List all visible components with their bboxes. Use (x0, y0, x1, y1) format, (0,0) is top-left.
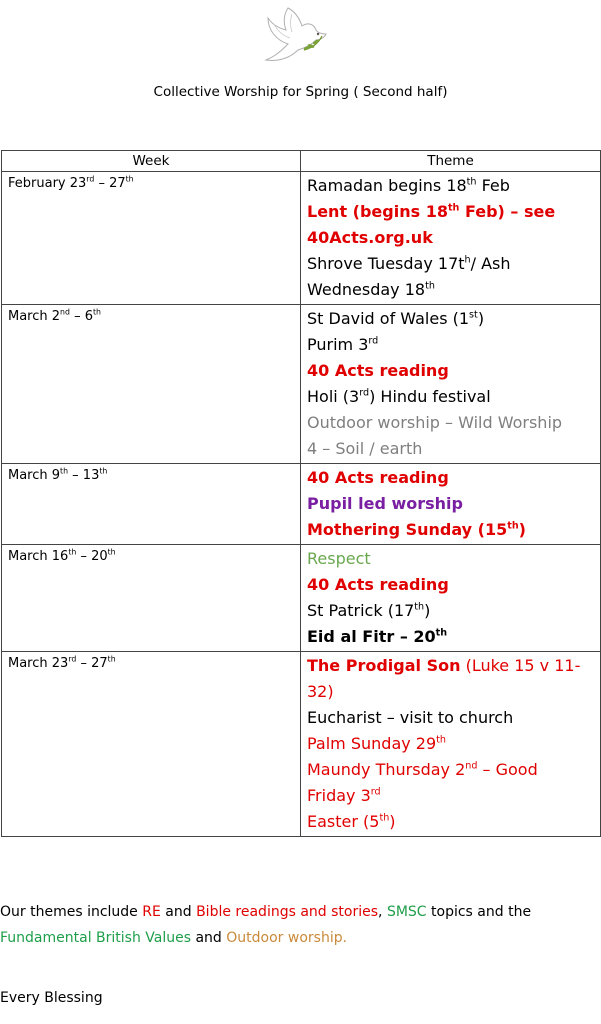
text-run: 40Acts.org.uk (307, 228, 433, 247)
text-run: February 23 (8, 176, 87, 191)
week-label (2, 305, 300, 326)
text-run: Palm Sunday 29 (307, 734, 437, 753)
superscript: th (414, 601, 425, 613)
theme-line (307, 546, 596, 572)
text-run: / Ash (470, 254, 511, 273)
text-run: The Prodigal Son (307, 656, 461, 675)
week-cell (2, 652, 301, 837)
text-run: Bible readings and stories (196, 904, 379, 920)
text-run: Fundamental British Values (0, 930, 192, 946)
theme-line (307, 225, 596, 251)
superscript: th (466, 176, 477, 188)
theme-list (301, 172, 600, 304)
superscript: th (125, 174, 134, 184)
text-run: Feb) – see (459, 202, 556, 221)
table-row (2, 652, 601, 837)
theme-line (307, 491, 596, 517)
week-label (2, 545, 300, 566)
text-run: Lent (begins 18 (307, 202, 448, 221)
superscript: nd (465, 760, 478, 772)
text-run: 4 – Soil / earth (307, 439, 423, 458)
text-run: St David of Wales (1 (307, 309, 470, 328)
theme-line (307, 517, 596, 543)
text-run: Friday 3 (307, 786, 371, 805)
text-run: ) (477, 309, 485, 328)
text-run: Pupil led worship (307, 494, 463, 513)
theme-cell (301, 464, 601, 545)
theme-cell (301, 172, 601, 305)
superscript: th (425, 280, 435, 292)
week-label (2, 652, 300, 673)
text-run: Feb (476, 176, 510, 195)
theme-line (307, 783, 596, 809)
theme-line (307, 251, 596, 277)
theme-line (307, 410, 596, 436)
text-run: (Luke 15 v 11- (460, 656, 581, 675)
superscript: h (464, 254, 471, 266)
theme-line (307, 757, 596, 783)
table-row (2, 305, 601, 464)
superscript: th (435, 627, 448, 639)
theme-line (307, 384, 596, 410)
text-run: 40 Acts reading (307, 575, 449, 594)
theme-list (301, 652, 600, 836)
superscript: th (436, 734, 447, 746)
worship-schedule-table (1, 150, 601, 837)
theme-list (301, 464, 600, 544)
theme-line (307, 572, 596, 598)
text-run: Outdoor worship. (226, 930, 348, 946)
superscript: th (99, 466, 108, 476)
text-run: Maundy Thursday 2 (307, 760, 466, 779)
text-run: March 23 (8, 656, 69, 671)
text-run: topics and the (426, 904, 532, 920)
theme-line (307, 306, 596, 332)
superscript: rd (359, 387, 370, 399)
text-run: Eid al Fitr – 20 (307, 627, 436, 646)
text-run: – 13 (68, 468, 100, 483)
text-run: Wednesday 18 (307, 280, 426, 299)
week-label (2, 172, 300, 193)
text-run: Easter (5 (307, 812, 380, 831)
superscript: st (469, 309, 478, 321)
text-run: – Good (477, 760, 538, 779)
theme-line (307, 809, 596, 835)
text-run: Outdoor worship – Wild Worship (307, 413, 563, 432)
text-run: Ramadan begins 18 (307, 176, 467, 195)
text-run: St Patrick (17 (307, 601, 415, 620)
text-run: Respect (307, 549, 371, 568)
theme-cell (301, 545, 601, 652)
superscript: th (107, 654, 116, 664)
week-column-header: Week (2, 151, 301, 172)
text-run: RE (142, 904, 161, 920)
theme-column-header: Theme (301, 151, 601, 172)
table-header-row (2, 151, 601, 172)
table-row (2, 172, 601, 305)
text-run: – 20 (76, 549, 108, 564)
text-run: ) (424, 601, 431, 620)
superscript: th (447, 202, 460, 214)
text-run: March 16 (8, 549, 69, 564)
theme-line (307, 653, 596, 679)
text-run: and (191, 930, 227, 946)
superscript: th (93, 307, 101, 317)
theme-line (307, 465, 596, 491)
week-cell (2, 305, 301, 464)
text-run: March 9 (8, 468, 61, 483)
superscript: th (107, 547, 116, 557)
text-run: and (160, 904, 197, 920)
themes-footnote (0, 899, 601, 951)
superscript: th (60, 466, 69, 476)
text-run: Holi (3 (307, 387, 360, 406)
text-run: March 2 (8, 309, 61, 324)
text-run: – 6 (69, 309, 93, 324)
theme-line (307, 679, 596, 705)
superscript: rd (370, 786, 381, 798)
theme-line (307, 436, 596, 462)
superscript: nd (60, 307, 70, 317)
text-run: ) (518, 520, 526, 539)
text-run: , (378, 904, 387, 920)
week-cell (2, 172, 301, 305)
theme-line (307, 598, 596, 624)
text-run: Our themes include (0, 904, 143, 920)
table-row (2, 545, 601, 652)
superscript: th (507, 520, 519, 532)
text-run: 40 Acts reading (307, 468, 449, 487)
theme-line (307, 731, 596, 757)
text-run: SMSC (386, 904, 427, 920)
theme-list (301, 545, 600, 651)
theme-line (307, 173, 596, 199)
text-run: – 27 (94, 176, 126, 191)
text-run: Eucharist – visit to church (307, 708, 514, 727)
text-run: – 27 (76, 656, 108, 671)
superscript: rd (368, 335, 379, 347)
theme-line (307, 332, 596, 358)
text-run: 32) (307, 682, 334, 701)
week-cell (2, 464, 301, 545)
superscript: rd (86, 174, 95, 184)
text-run: Purim 3 (307, 335, 369, 354)
theme-line (307, 705, 596, 731)
page-title: Collective Worship for Spring ( Second half) (153, 84, 448, 100)
week-label (2, 464, 300, 485)
theme-line (307, 624, 596, 650)
theme-line (307, 199, 596, 225)
text-run: Shrove Tuesday 17t (307, 254, 465, 273)
superscript: rd (68, 654, 77, 664)
theme-cell (301, 652, 601, 837)
text-run: ) (389, 812, 396, 831)
text-run: 40 Acts reading (307, 361, 449, 380)
closing-line: Every Blessing (0, 990, 103, 1006)
theme-line (307, 277, 596, 303)
theme-cell (301, 305, 601, 464)
superscript: th (68, 547, 77, 557)
week-cell (2, 545, 301, 652)
text-run: ) Hindu festival (369, 387, 491, 406)
dove-with-olive-branch-icon (258, 0, 330, 70)
text-run: Mothering Sunday (15 (307, 520, 508, 539)
theme-line (307, 358, 596, 384)
superscript: th (379, 812, 390, 824)
table-row (2, 464, 601, 545)
theme-list (301, 305, 600, 463)
